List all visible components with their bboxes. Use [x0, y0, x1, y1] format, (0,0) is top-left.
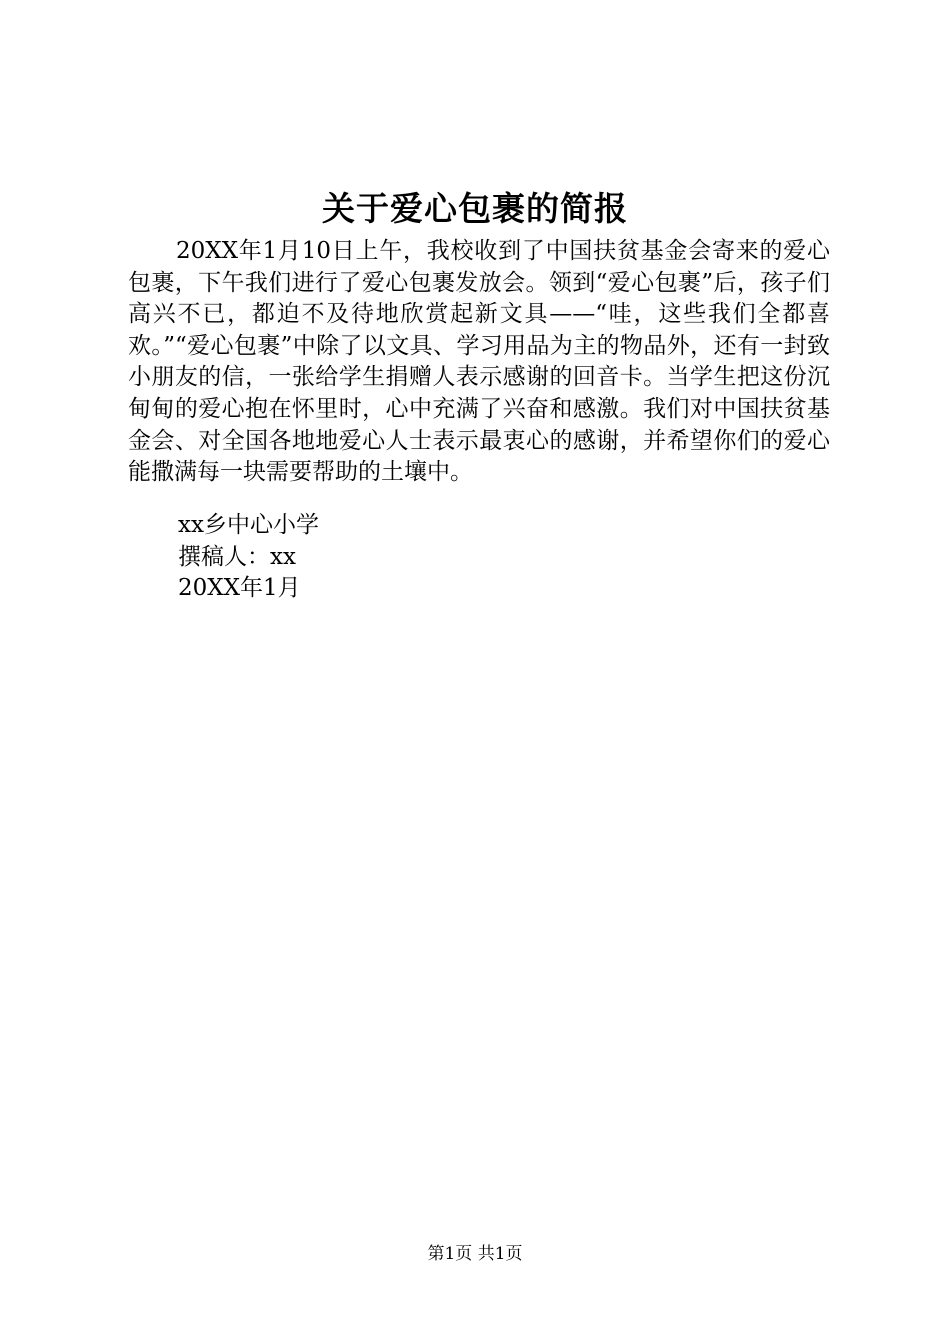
signature-author: 撰稿人：xx	[178, 544, 296, 570]
document-title: 关于爱心包裹的简报	[322, 189, 628, 228]
signature-school: xx乡中心小学	[178, 512, 319, 538]
body-paragraph: 20XX年1月10日上午，我校收到了中国扶贫基金会寄来的爱心包裹，下午我们进行了爱心包裹发放会。领到“爱心包裹”后，孩子们高兴不已，都迫不及待地欣赏起新文具——“哇，这些我们全都喜欢。”“爱心包裹”中除了以文具、学习用品为主的物品外，还有一封致小朋友的信，一张给学生捐赠人表示感谢的回音卡。当学生把这份沉甸甸的爱心抱在怀里时，心中充满了兴奋和感激。我们对中国扶贫基金会、对全国各地地爱心人士表示最衷心的感谢，并希望你们的爱心能撒满每一块需要帮助的土壤中。	[128, 238, 830, 486]
page-footer: 第1页 共1页	[427, 1244, 523, 1264]
signature-date: 20XX年1月	[178, 575, 301, 601]
